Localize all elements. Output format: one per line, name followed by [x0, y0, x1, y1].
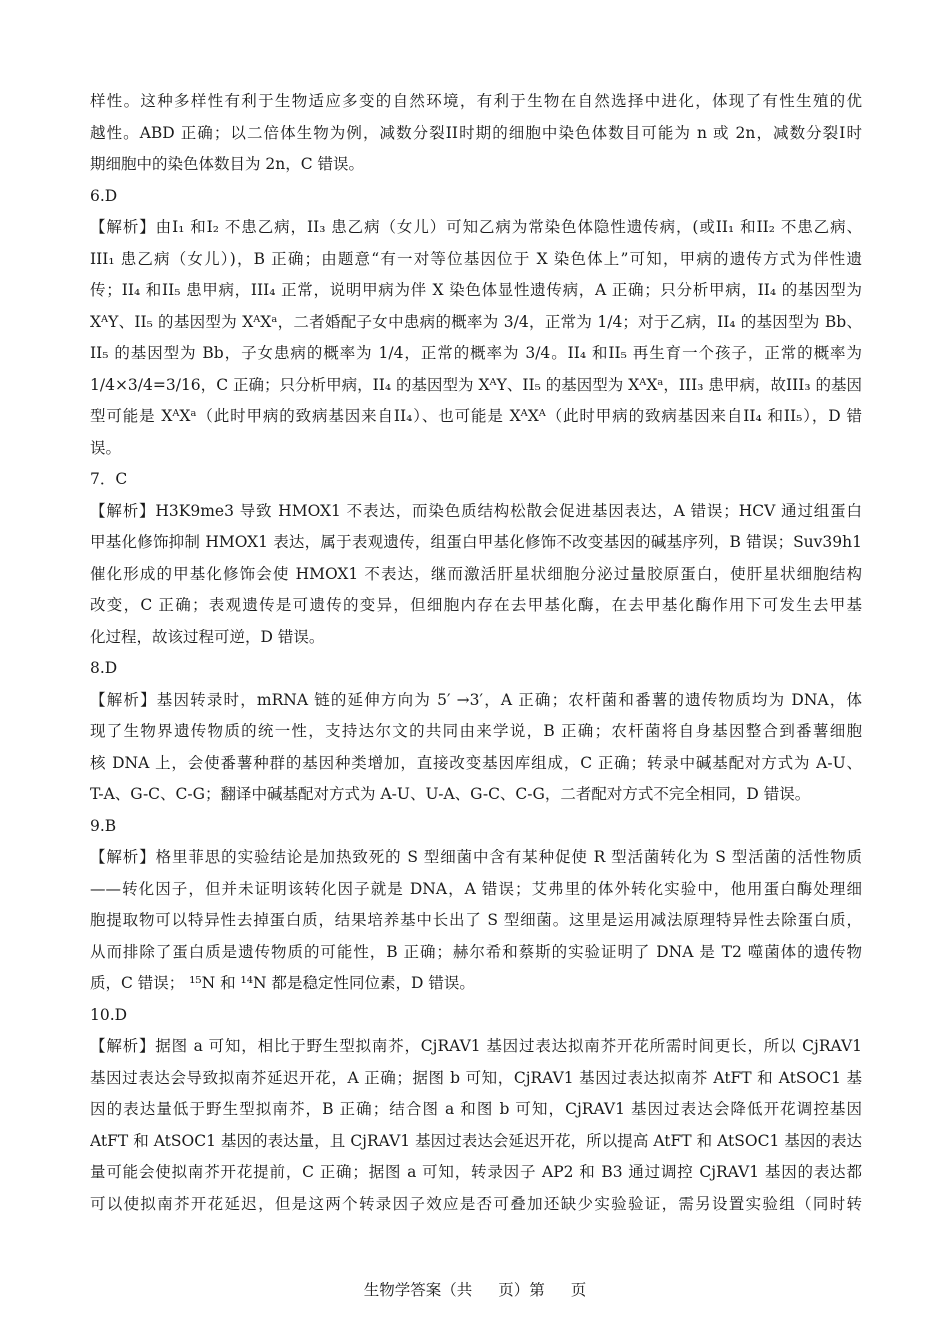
text-line: 改变，C 正确；表观遗传是可遗传的变异，但细胞内存在去甲基化酶，在去甲基化酶作用下可发生去甲基: [90, 596, 862, 614]
answer-text-body: [90, 86, 862, 1220]
text-line: 质，C 错误； ¹⁵N 和 ¹⁴N 都是稳定性同位素，D 错误。: [90, 974, 475, 992]
text-line: 基因过表达会导致拟南芥延迟开花，A 正确；据图 b 可知，CjRAV1 基因过表达拟南芥 AtFT 和 AtSOC1 基: [90, 1068, 862, 1087]
text-line: 传；II₄ 和II₅ 患甲病，III₄ 正常，说明甲病为伴 X 染色体显性遗传病，A 正确；只分析甲病，II₄ 的基因型为: [90, 281, 862, 299]
question-number: 7．C: [90, 470, 128, 488]
text-line: 可以使拟南芥开花延迟，但是这两个转录因子效应是否可叠加还缺少实验验证，需另设置实验组（同时转: [90, 1194, 862, 1213]
footer-title: 生物学答案（共: [363, 1281, 473, 1299]
text-line: 越性。ABD 正确；以二倍体生物为例，减数分裂II时期的细胞中染色体数目可能为 n 或 2n，减数分裂I时: [90, 123, 862, 142]
text-line: 催化形成的甲基化修饰会使 HMOX1 不表达，继而激活肝星状细胞分泌过量胶原蛋白，使肝星状细胞结构: [90, 564, 862, 583]
footer-end: 页: [570, 1281, 587, 1299]
text-line: 胞提取物可以特异性去掉蛋白质，结果培养基中长出了 S 型细菌。这里是运用减法原理特异性去除蛋白质，: [90, 911, 862, 929]
text-line: 期细胞中的染色体数目为 2n，C 错误。: [90, 155, 365, 173]
text-line: 量可能会使拟南芥开花提前，C 正确；据图 a 可知，转录因子 AP2 和 B3 通过调控 CjRAV1 基因的表达都: [90, 1163, 862, 1181]
text-line: II₅ 的基因型为 Bb，子女患病的概率为 1/4，正常的概率为 3/4。II₄ 和II₅ 再生育一个孩子，正常的概率为: [90, 344, 862, 362]
text-line: 【解析】由I₁ 和I₂ 不患乙病，II₃ 患乙病（女儿）可知乙病为常染色体隐性遗传病，(或II₁ 和II₂ 不患乙病、: [90, 218, 862, 236]
text-line: XᴬY、II₅ 的基因型为 XᴬXᵃ，二者婚配子女中患病的概率为 3/4，正常为 1/4；对于乙病，II₄ 的基因型为 Bb、: [90, 312, 862, 331]
question-number: 6.D: [90, 186, 118, 205]
question-number: 9.B: [90, 816, 117, 835]
text-line: AtFT 和 AtSOC1 基因的表达量，且 CjRAV1 基因过表达会延迟开花，所以提高 AtFT 和 AtSOC1 基因的表达: [90, 1131, 862, 1150]
text-line: III₁ 患乙病（女儿）)，B 正确；由题意“有一对等位基因位于 X 染色体上”可知，甲病的遗传方式为伴性遗: [90, 249, 862, 268]
text-line: 【解析】格里菲思的实验结论是加热致死的 S 型细菌中含有某种促使 R 型活菌转化为 S 型活菌的活性物质: [90, 848, 862, 866]
text-line: 因的表达量低于野生型拟南芥，B 正确；结合图 a 和图 b 可知，CjRAV1 基因过表达会降低开花调控基因: [90, 1100, 862, 1118]
text-line: 1/4×3/4=3/16，C 正确；只分析甲病，II₄ 的基因型为 XᴬY、II₅ 的基因型为 XᴬXᵃ，III₃ 患甲病，故III₃ 的基因: [90, 375, 862, 394]
text-line: 型可能是 XᴬXᵃ（此时甲病的致病基因来自II₄）、也可能是 XᴬXᴬ（此时甲病的致病基因来自II₄ 和II₅），D 错: [90, 407, 862, 425]
text-line: 现了生物界遗传物质的统一性，支持达尔文的共同由来学说，B 正确；农杆菌将自身基因整合到番薯细胞: [90, 722, 862, 740]
text-line: 【解析】基因转录时，mRNA 链的延伸方向为 5′ →3′，A 正确；农杆菌和番薯的遗传物质均为 DNA，体: [90, 690, 862, 709]
text-line: 【解析】据图 a 可知，相比于野生型拟南芥，CjRAV1 基因过表达拟南芥开花所需时间更长，所以 CjRAV1: [90, 1037, 862, 1055]
question-number: 8.D: [90, 659, 118, 677]
text-line: 核 DNA 上，会使番薯种群的基因种类增加，直接改变基因库组成，C 正确；转录中碱基配对方式为 A-U、: [90, 753, 862, 772]
text-line: 化过程，故该过程可逆，D 错误。: [90, 627, 325, 646]
text-line: 【解析】H3K9me3 导致 HMOX1 不表达，而染色质结构松散会促进基因表达，A 错误；HCV 通过组蛋白: [90, 501, 862, 520]
page-footer: [0, 1278, 950, 1300]
question-number: 10.D: [90, 1005, 128, 1024]
text-line: T-A、G-C、C-G；翻译中碱基配对方式为 A-U、U-A、G-C、C-G，二者配对方式不完全相同，D 错误。: [90, 785, 811, 803]
text-line: ——转化因子，但并未证明该转化因子就是 DNA，A 错误；艾弗里的体外转化实验中，他用蛋白酶处理细: [90, 879, 862, 898]
text-line: 甲基化修饰抑制 HMOX1 表达，属于表观遗传，组蛋白甲基化修饰不改变基因的碱基序列，B 错误；Suv39h1: [90, 533, 862, 551]
text-line: 从而排除了蛋白质是遗传物质的可能性，B 正确；赫尔希和蔡斯的实验证明了 DNA 是 T2 噬菌体的遗传物: [90, 942, 862, 961]
footer-middle: 页）第: [498, 1281, 545, 1299]
text-line: 误。: [90, 438, 122, 457]
text-line: 样性。这种多样性有利于生物适应多变的自然环境，有利于生物在自然选择中进化，体现了有性生殖的优: [90, 92, 862, 110]
